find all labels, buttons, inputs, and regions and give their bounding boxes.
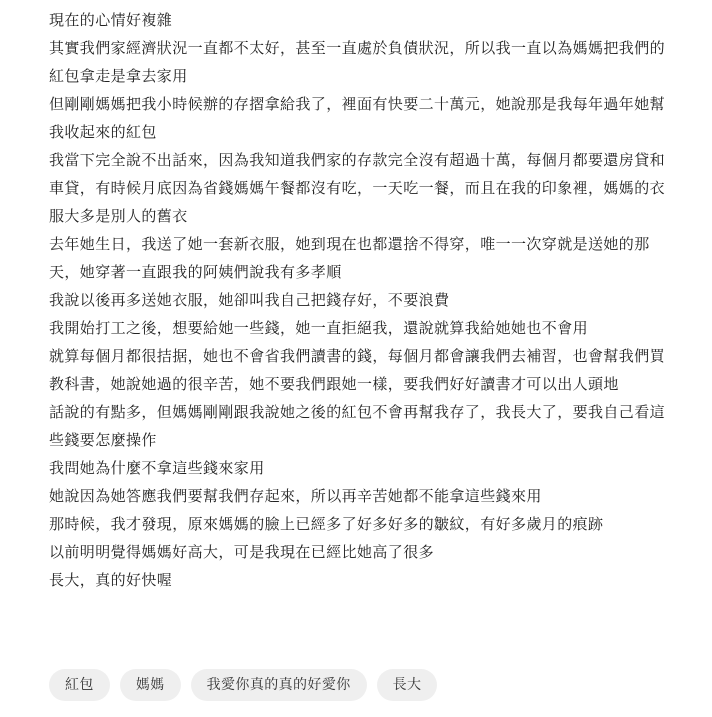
paragraph: 她說因為她答應我們要幫我們存起來，所以再辛苦她都不能拿這些錢來用: [49, 487, 542, 505]
paragraph: 就算每個月都很拮据，她也不會省我們讀書的錢，每個月都會讓我們去補習，也會幫我們買教科書，她說她過的很辛苦，她不要我們跟她一樣，要我們好好讀書才可以出人頭地: [49, 347, 666, 393]
tag-list: [49, 669, 437, 701]
tag-grow-up[interactable]: 長大: [377, 669, 438, 701]
paragraph: 但剛剛媽媽把我小時候辦的存摺拿給我了，裡面有快要二十萬元，她說那是我每年過年她幫我收起來的紅包: [49, 95, 666, 141]
article-body: [49, 6, 669, 594]
paragraph: 以前明明覺得媽媽好高大，可是我現在已經比她高了很多: [49, 543, 435, 561]
paragraph: 去年她生日，我送了她一套新衣服，她到現在也都還捨不得穿，唯一一次穿就是送她的那天，她穿著一直跟我的阿姨們說我有多孝順: [49, 235, 650, 281]
paragraph: 我說以後再多送她衣服，她卻叫我自己把錢存好，不要浪費: [49, 291, 450, 309]
paragraph: 其實我們家經濟狀況一直都不太好，甚至一直處於負債狀況，所以我一直以為媽媽把我們的紅包拿走是拿去家用: [49, 39, 666, 85]
tag-hongbao[interactable]: 紅包: [49, 669, 110, 701]
tag-mama[interactable]: 媽媽: [120, 669, 181, 701]
paragraph: 長大，真的好快喔: [49, 571, 173, 589]
paragraph: 話說的有點多，但媽媽剛剛跟我說她之後的紅包不會再幫我存了，我長大了，要我自己看這些錢要怎麼操作: [49, 403, 666, 449]
paragraph: 現在的心情好複雜: [49, 11, 173, 29]
paragraph: 我問她為什麼不拿這些錢來家用: [49, 459, 265, 477]
tag-love-you[interactable]: 我愛你真的真的好愛你: [191, 669, 367, 701]
paragraph: 那時候，我才發現，原來媽媽的臉上已經多了好多好多的皺紋，有好多歲月的痕跡: [49, 515, 604, 533]
paragraph: 我開始打工之後，想要給她一些錢，她一直拒絕我，還說就算我給她她也不會用: [49, 319, 589, 337]
paragraph: 我當下完全說不出話來，因為我知道我們家的存款完全沒有超過十萬，每個月都要還房貸和車貸，有時候月底因為省錢媽媽午餐都沒有吃，一天吃一餐，而且在我的印象裡，媽媽的衣服大多是別人的舊衣: [49, 151, 666, 225]
